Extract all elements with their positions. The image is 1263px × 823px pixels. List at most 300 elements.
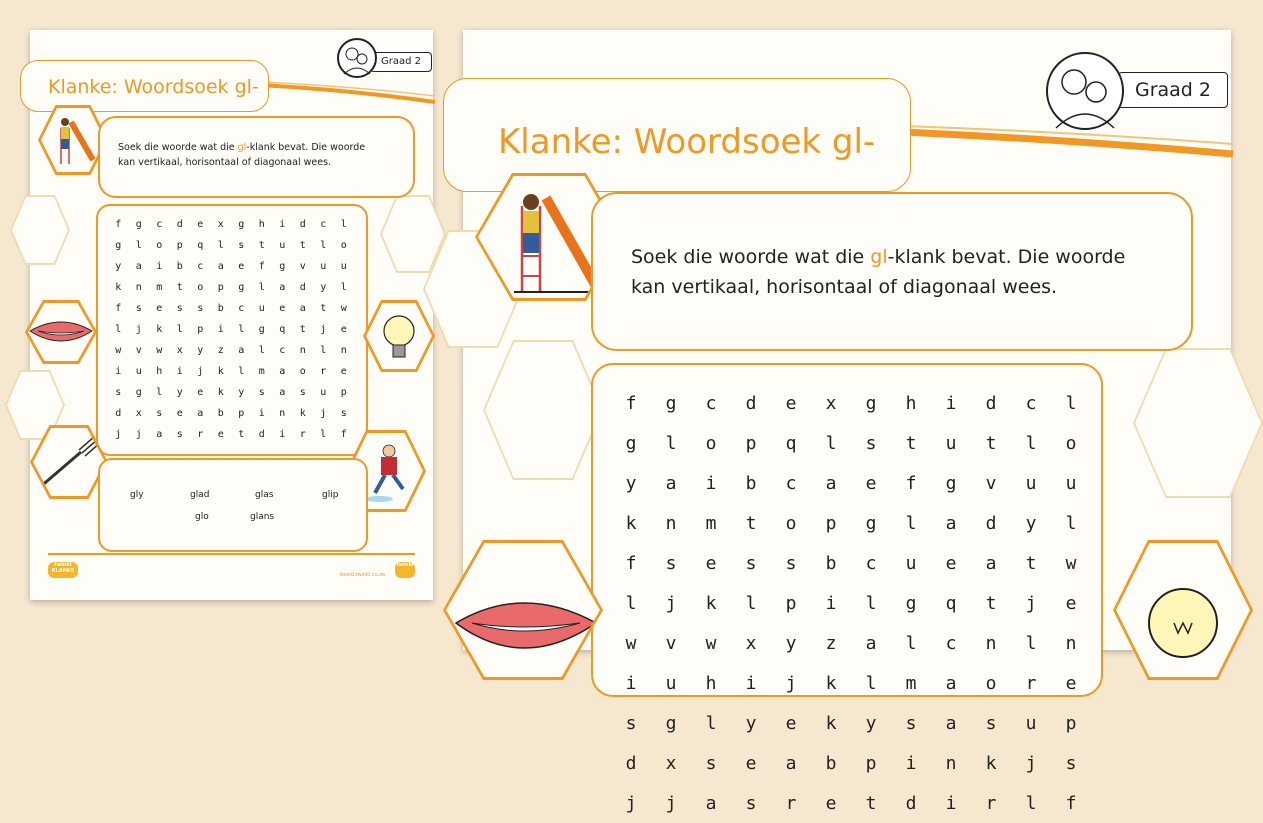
- grid-letter: u: [905, 552, 917, 574]
- grid-letter: e: [279, 303, 286, 314]
- grid-letter: q: [785, 432, 797, 454]
- lips-hex: [25, 300, 97, 364]
- instruction-line2: kan vertikaal, horisontaal of diagonaal wees.: [118, 157, 332, 168]
- grid-letter: v: [299, 261, 306, 272]
- instruction-box: [591, 192, 1193, 351]
- grid-letter: i: [115, 366, 122, 377]
- grid-letter: n: [299, 345, 306, 356]
- lightbulb-hex: [1113, 540, 1253, 680]
- lips-illustration: [28, 303, 94, 361]
- instruction-line2: kan vertikaal, horisontaal of diagonaal wees.: [631, 276, 1058, 298]
- grid-letter: f: [905, 472, 917, 494]
- grid-letter: c: [320, 219, 327, 230]
- instruction-text-before: Soek die woorde wat die: [118, 142, 238, 153]
- grid-letter: g: [625, 432, 637, 454]
- grid-letter: x: [665, 752, 677, 774]
- grid-letter: f: [115, 219, 122, 230]
- grid-letter: f: [115, 303, 122, 314]
- grid-letter: s: [785, 552, 797, 574]
- grid-letter: t: [258, 240, 265, 251]
- grid-letter: c: [197, 261, 204, 272]
- grid-letter: w: [705, 632, 717, 654]
- grid-letter: e: [340, 366, 347, 377]
- grid-letter: t: [320, 303, 327, 314]
- grid-letter: k: [825, 672, 837, 694]
- grid-letter: g: [665, 392, 677, 414]
- grid-row: [108, 235, 354, 256]
- grid-letter: u: [258, 303, 265, 314]
- grid-letter: k: [217, 387, 224, 398]
- grid-letter: i: [258, 408, 265, 419]
- grid-letter: l: [1025, 632, 1037, 654]
- grid-letter: x: [217, 219, 224, 230]
- grid-letter: c: [865, 552, 877, 574]
- grid-letter: o: [197, 282, 204, 293]
- grid-letter: i: [705, 472, 717, 494]
- grid-letter: m: [156, 282, 163, 293]
- grid-letter: i: [625, 672, 637, 694]
- grid-letter: o: [299, 366, 306, 377]
- grid-letter: s: [135, 303, 142, 314]
- grid-letter: u: [1025, 472, 1037, 494]
- grid-letter: a: [299, 303, 306, 314]
- fork-illustration: [33, 428, 105, 496]
- grid-letter: u: [320, 261, 327, 272]
- grid-letter: f: [340, 429, 347, 440]
- grid-letter: g: [238, 219, 245, 230]
- grid-letter: u: [1025, 712, 1037, 734]
- word-item: glo: [195, 512, 209, 522]
- lightbulb-hex: [363, 300, 435, 372]
- grid-letter: p: [238, 408, 245, 419]
- grid-letter: n: [279, 408, 286, 419]
- grid-letter: s: [745, 792, 757, 814]
- word-item: glad: [190, 490, 210, 500]
- grid-letter: y: [197, 345, 204, 356]
- grid-row: [108, 298, 354, 319]
- grade-badge: [1118, 72, 1228, 108]
- grid-row: [108, 403, 354, 424]
- grid-letter: e: [745, 752, 757, 774]
- teacher-kids-illustration: [337, 38, 377, 78]
- grid-letter: e: [785, 392, 797, 414]
- grid-letter: a: [197, 408, 204, 419]
- grid-letter: l: [745, 592, 757, 614]
- grid-letter: y: [1025, 512, 1037, 534]
- grid-letter: b: [745, 472, 757, 494]
- grid-letter: m: [258, 366, 265, 377]
- grid-letter: s: [299, 387, 306, 398]
- grid-letter: g: [279, 261, 286, 272]
- grid-letter: a: [985, 552, 997, 574]
- grid-letter: i: [176, 366, 183, 377]
- teacher-kids-illustration: [1046, 52, 1124, 130]
- grid-letter: y: [625, 472, 637, 494]
- grid-row: [108, 277, 354, 298]
- grid-letter: o: [340, 240, 347, 251]
- grid-letter: w: [156, 345, 163, 356]
- grid-letter: d: [905, 792, 917, 814]
- grid-letter: a: [665, 472, 677, 494]
- grid-letter: l: [135, 240, 142, 251]
- grid-letter: e: [945, 552, 957, 574]
- grid-letter: c: [156, 219, 163, 230]
- word-list-box: [98, 458, 368, 552]
- grid-letter: t: [238, 429, 245, 440]
- grid-letter: t: [985, 592, 997, 614]
- grid-letter: l: [238, 324, 245, 335]
- grid-letter: c: [238, 303, 245, 314]
- grid-letter: u: [665, 672, 677, 694]
- grid-letter: d: [176, 219, 183, 230]
- grid-letter: d: [299, 282, 306, 293]
- grid-letter: c: [705, 392, 717, 414]
- grid-letter: a: [238, 345, 245, 356]
- grid-letter: u: [279, 240, 286, 251]
- grid-letter: c: [279, 345, 286, 356]
- grid-row: [108, 340, 354, 361]
- grid-letter: g: [238, 282, 245, 293]
- grid-letter: t: [905, 432, 917, 454]
- grid-table: [108, 214, 354, 445]
- grid-letter: j: [115, 429, 122, 440]
- grid-letter: i: [945, 792, 957, 814]
- grid-letter: f: [625, 392, 637, 414]
- grid-row: [108, 361, 354, 382]
- grid-letter: v: [665, 632, 677, 654]
- word-item: glans: [250, 512, 275, 522]
- grid-letter: p: [197, 324, 204, 335]
- page-title: Klanke: Woordsoek gl-: [498, 122, 876, 162]
- grid-letter: s: [665, 552, 677, 574]
- grid-letter: o: [785, 512, 797, 534]
- grid-letter: k: [825, 712, 837, 734]
- grid-letter: t: [299, 240, 306, 251]
- grid-letter: o: [1065, 432, 1077, 454]
- grid-letter: g: [945, 472, 957, 494]
- grid-letter: i: [279, 219, 286, 230]
- grid-letter: a: [279, 387, 286, 398]
- grid-letter: p: [865, 752, 877, 774]
- grid-row: [611, 743, 1091, 783]
- grid-letter: h: [258, 219, 265, 230]
- grid-letter: n: [135, 282, 142, 293]
- grid-row: [108, 424, 354, 445]
- grid-letter: g: [865, 512, 877, 534]
- grid-letter: i: [156, 261, 163, 272]
- grid-letter: y: [176, 387, 183, 398]
- grid-letter: e: [176, 408, 183, 419]
- grid-letter: a: [705, 792, 717, 814]
- grid-letter: q: [279, 324, 286, 335]
- decor-hex: [1133, 348, 1263, 498]
- grid-letter: g: [135, 387, 142, 398]
- lightbulb-illustration: [366, 303, 432, 369]
- grid-letter: n: [1065, 632, 1077, 654]
- footer-line: [48, 553, 415, 555]
- grid-letter: l: [258, 282, 265, 293]
- grid-letter: l: [1065, 512, 1077, 534]
- grid-letter: l: [320, 429, 327, 440]
- grid-letter: e: [238, 261, 245, 272]
- grid-letter: a: [156, 429, 163, 440]
- grid-letter: j: [625, 792, 637, 814]
- grid-letter: s: [197, 303, 204, 314]
- grid-letter: i: [217, 324, 224, 335]
- grid-letter: q: [945, 592, 957, 614]
- grid-letter: d: [745, 392, 757, 414]
- grid-table: [611, 383, 1091, 823]
- grid-letter: x: [825, 392, 837, 414]
- grid-letter: s: [865, 432, 877, 454]
- grid-letter: l: [865, 592, 877, 614]
- grid-letter: j: [135, 429, 142, 440]
- lips-hex: [443, 540, 603, 680]
- grid-letter: d: [985, 512, 997, 534]
- grid-letter: n: [945, 752, 957, 774]
- grid-row: [611, 543, 1091, 583]
- grid-letter: y: [320, 282, 327, 293]
- grid-letter: j: [1025, 752, 1037, 774]
- grid-letter: j: [665, 592, 677, 614]
- grid-letter: i: [279, 429, 286, 440]
- grid-letter: m: [705, 512, 717, 534]
- grid-letter: p: [825, 512, 837, 534]
- grid-letter: l: [825, 432, 837, 454]
- worksheet-zoomed: [463, 30, 1231, 814]
- word-item: glas: [255, 490, 274, 500]
- grid-letter: z: [825, 632, 837, 654]
- grid-letter: g: [665, 712, 677, 734]
- grid-letter: s: [156, 408, 163, 419]
- grid-letter: l: [905, 632, 917, 654]
- grid-letter: e: [1065, 672, 1077, 694]
- grid-letter: r: [299, 429, 306, 440]
- grid-row: [611, 383, 1091, 423]
- grid-letter: y: [115, 261, 122, 272]
- grid-letter: s: [625, 712, 637, 734]
- grid-letter: s: [745, 552, 757, 574]
- instruction-text-after: -klank bevat. Die woorde: [246, 142, 366, 153]
- grid-letter: l: [217, 240, 224, 251]
- grid-letter: a: [785, 752, 797, 774]
- grid-row: [611, 663, 1091, 703]
- grid-letter: b: [176, 261, 183, 272]
- grade-label: Graad 2: [380, 56, 421, 67]
- grid-letter: l: [1025, 432, 1037, 454]
- grid-letter: j: [135, 324, 142, 335]
- grade-badge: [370, 52, 432, 72]
- grid-letter: e: [1065, 592, 1077, 614]
- grid-row: [108, 319, 354, 340]
- grid-letter: w: [625, 632, 637, 654]
- grid-letter: k: [985, 752, 997, 774]
- grid-letter: p: [745, 432, 757, 454]
- grid-letter: l: [156, 387, 163, 398]
- word-item: gly: [130, 490, 144, 500]
- grid-letter: d: [625, 752, 637, 774]
- decor-hex: [483, 340, 603, 480]
- lips-illustration: [446, 543, 600, 677]
- grid-letter: d: [258, 429, 265, 440]
- grid-letter: j: [320, 408, 327, 419]
- grid-row: [108, 382, 354, 403]
- grid-letter: u: [320, 387, 327, 398]
- grid-row: [611, 783, 1091, 823]
- grid-letter: l: [340, 219, 347, 230]
- grid-letter: r: [320, 366, 327, 377]
- grid-row: [611, 463, 1091, 503]
- grid-letter: u: [945, 432, 957, 454]
- grid-letter: s: [238, 240, 245, 251]
- instruction-highlight: gl: [237, 142, 247, 153]
- grid-letter: o: [985, 672, 997, 694]
- grid-letter: e: [217, 429, 224, 440]
- grid-letter: t: [299, 324, 306, 335]
- grid-letter: y: [865, 712, 877, 734]
- grid-letter: s: [176, 303, 183, 314]
- grid-letter: e: [156, 303, 163, 314]
- grid-letter: a: [279, 366, 286, 377]
- grid-letter: y: [238, 387, 245, 398]
- grid-letter: s: [115, 387, 122, 398]
- grid-letter: z: [217, 345, 224, 356]
- grid-letter: a: [279, 282, 286, 293]
- grid-letter: c: [785, 472, 797, 494]
- grid-letter: v: [135, 345, 142, 356]
- grid-letter: e: [340, 324, 347, 335]
- grid-row: [611, 623, 1091, 663]
- twinkl-logo-small: twinkl: [395, 562, 415, 578]
- grid-letter: k: [156, 324, 163, 335]
- grid-letter: f: [625, 552, 637, 574]
- footer-url: beeld.twinkl.co.za: [340, 572, 385, 578]
- instruction-box: [98, 116, 415, 198]
- grid-letter: g: [258, 324, 265, 335]
- worksheet-thumbnail: [30, 30, 433, 600]
- grid-letter: x: [745, 632, 757, 654]
- decor-hex: [10, 195, 70, 265]
- grid-letter: v: [985, 472, 997, 494]
- grid-letter: u: [1065, 472, 1077, 494]
- grid-letter: l: [625, 592, 637, 614]
- grid-letter: l: [865, 672, 877, 694]
- grid-letter: c: [945, 632, 957, 654]
- grid-row: [611, 583, 1091, 623]
- grid-letter: r: [985, 792, 997, 814]
- page-title: Klanke: Woordsoek gl-: [48, 76, 259, 98]
- grid-letter: e: [865, 472, 877, 494]
- grid-letter: i: [745, 672, 757, 694]
- grid-letter: a: [217, 261, 224, 272]
- grid-letter: t: [1025, 552, 1037, 574]
- grid-letter: p: [176, 240, 183, 251]
- grid-letter: k: [625, 512, 637, 534]
- grid-letter: d: [299, 219, 306, 230]
- grid-letter: g: [865, 392, 877, 414]
- grid-letter: f: [1065, 792, 1077, 814]
- lightbulb-illustration: [1116, 543, 1250, 677]
- grid-letter: b: [825, 552, 837, 574]
- grid-letter: k: [299, 408, 306, 419]
- grid-letter: j: [665, 792, 677, 814]
- grid-letter: l: [176, 324, 183, 335]
- grid-row: [108, 256, 354, 277]
- grid-letter: x: [135, 408, 142, 419]
- grid-letter: e: [197, 387, 204, 398]
- grid-letter: c: [1025, 392, 1037, 414]
- grid-letter: y: [745, 712, 757, 734]
- grid-letter: s: [905, 712, 917, 734]
- grid-letter: r: [785, 792, 797, 814]
- grade-label: Graad 2: [1134, 79, 1211, 101]
- grid-letter: a: [945, 712, 957, 734]
- grid-letter: k: [217, 366, 224, 377]
- grid-letter: k: [115, 282, 122, 293]
- grid-letter: a: [135, 261, 142, 272]
- grid-letter: a: [865, 632, 877, 654]
- grid-letter: o: [705, 432, 717, 454]
- grid-letter: x: [176, 345, 183, 356]
- grid-letter: l: [1065, 392, 1077, 414]
- grid-letter: w: [340, 303, 347, 314]
- grid-letter: p: [217, 282, 224, 293]
- grid-letter: y: [785, 632, 797, 654]
- grid-letter: p: [785, 592, 797, 614]
- instruction-text-before: Soek die woorde wat die: [631, 246, 871, 268]
- grid-letter: d: [985, 392, 997, 414]
- grid-letter: s: [340, 408, 347, 419]
- grid-letter: k: [705, 592, 717, 614]
- instruction-highlight: gl: [870, 246, 888, 268]
- grid-letter: t: [745, 512, 757, 534]
- grid-letter: j: [1025, 592, 1037, 614]
- grid-letter: m: [905, 672, 917, 694]
- grid-row: [611, 503, 1091, 543]
- grid-letter: t: [865, 792, 877, 814]
- grid-letter: g: [135, 219, 142, 230]
- slide-boy-illustration: [41, 108, 105, 172]
- grid-letter: r: [197, 429, 204, 440]
- grid-letter: l: [905, 512, 917, 534]
- grid-letter: e: [197, 219, 204, 230]
- grid-letter: s: [705, 752, 717, 774]
- grid-letter: l: [340, 282, 347, 293]
- grid-letter: b: [825, 752, 837, 774]
- grid-letter: o: [156, 240, 163, 251]
- word-search-grid: [96, 204, 368, 456]
- grid-letter: l: [320, 345, 327, 356]
- grid-row: [611, 423, 1091, 463]
- grid-letter: i: [825, 592, 837, 614]
- grid-letter: p: [1065, 712, 1077, 734]
- grid-letter: u: [340, 261, 347, 272]
- grid-letter: s: [1065, 752, 1077, 774]
- grid-letter: t: [176, 282, 183, 293]
- grid-letter: j: [320, 324, 327, 335]
- grid-letter: a: [945, 512, 957, 534]
- grid-letter: t: [985, 432, 997, 454]
- grid-row: [611, 703, 1091, 743]
- grid-letter: s: [258, 387, 265, 398]
- grid-letter: p: [340, 387, 347, 398]
- grid-letter: h: [905, 392, 917, 414]
- grid-letter: d: [115, 408, 122, 419]
- grid-letter: e: [785, 712, 797, 734]
- grid-letter: g: [115, 240, 122, 251]
- grid-letter: l: [705, 712, 717, 734]
- grid-letter: i: [905, 752, 917, 774]
